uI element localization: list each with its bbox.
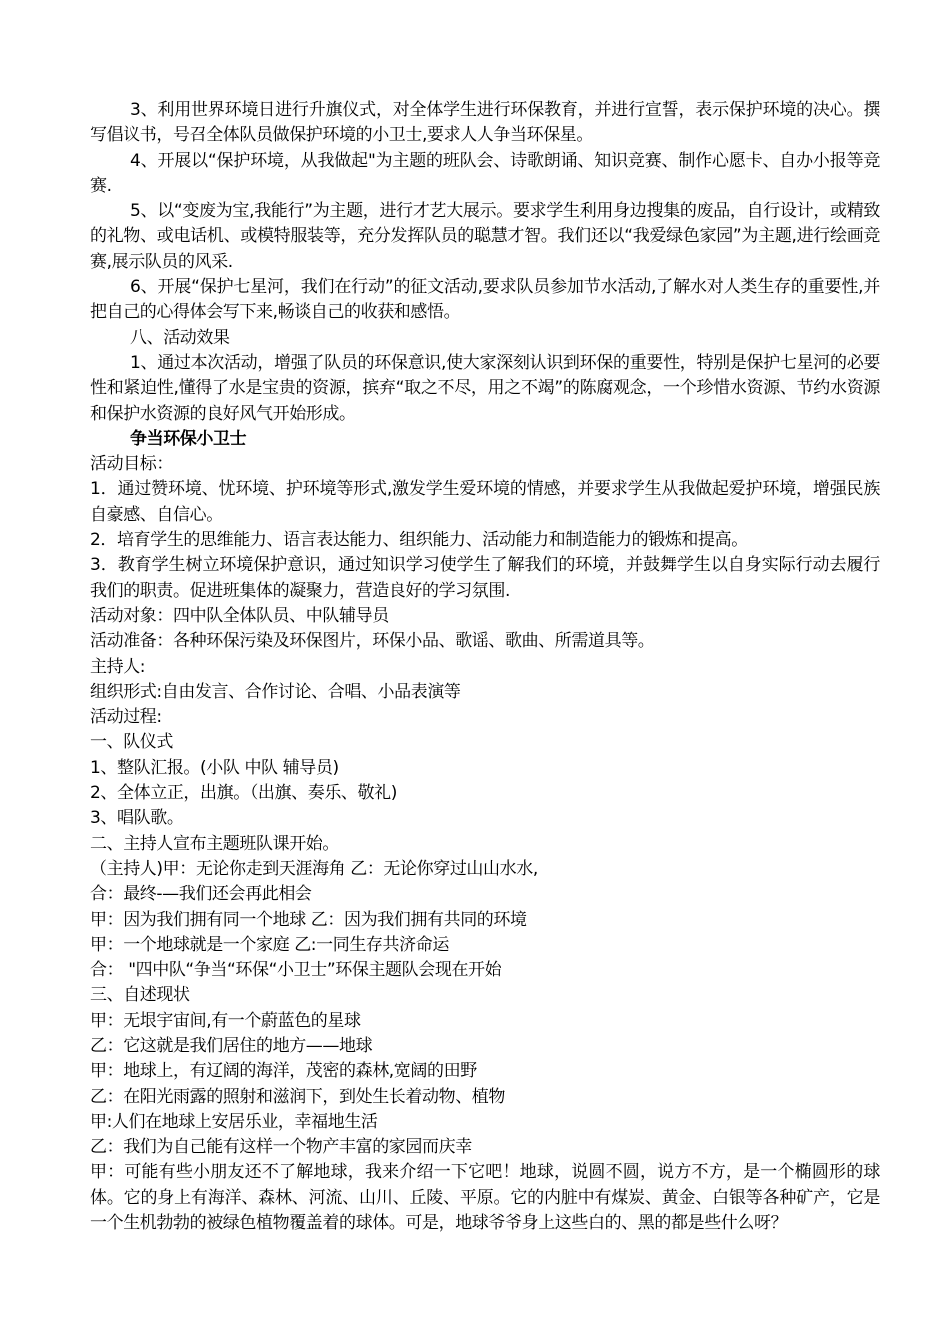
line-status-2: 乙：它这就是我们居住的地方——地球 [90,1035,373,1056]
line-goal-2: 2．培育学生的思维能力、语言表达能力、组织能力、活动能力和制造能力的锻炼和提高。 [90,530,748,551]
line-host: 主持人: [90,656,146,677]
line-dialogue-1: （主持人)甲：无论你走到天涯海角 乙：无论你穿过山山水水, [90,858,538,879]
line-dialogue-4: 甲：一个地球就是一个家庭 乙:一同生存共济命运 [90,934,449,955]
paragraph-item-3: 3、利用世界环境日进行升旗仪式，对全体学生进行环保教育，并进行宣誓，表示保护环境的决心。撰写倡议书，号召全体队员做保护环境的小卫士,要求人人争当环保星。 [90,100,880,146]
line-announce: 二、主持人宣布主题班队课开始。 [90,833,339,854]
line-preparation: 活动准备：各种环保污染及环保图片，环保小品、歌谣、歌曲、所需道具等。 [90,631,655,652]
line-goal-1: 1．通过赞环境、忧环境、护环境等形式,激发学生爱环境的情感，并要求学生从我做起爱护环境，增强民族自豪感、自信心。 [90,479,880,525]
line-status-3: 甲：地球上，有辽阔的海洋，茂密的森林,宽阔的田野 [90,1061,477,1082]
paragraph-item-6: 6、开展“保护七星河，我们在行动”的征文活动,要求队员参加节水活动,了解水对人类生存的重要性,并把自己的心得体会写下来,畅谈自己的收获和感悟。 [90,277,880,323]
paragraph-effect-1: 1、通过本次活动，增强了队员的环保意识,使大家深刻认识到环保的重要性，特别是保护七星河的必要性和紧迫性,懂得了水是宝贵的资源，摈弃“取之不尽，用之不竭”的陈腐观念，一个珍惜水资源、节约水资源和保护水资源的良好风气开始形成。 [90,352,880,424]
line-ceremony-3: 3、唱队歌。 [90,808,184,829]
line-status-7: 甲：可能有些小朋友还不了解地球，我来介绍一下它吧！地球，说圆不圆，说方不方，是一个椭圆形的球体。它的身上有海洋、森林、河流、山川、丘陵、平原。它的内脏中有煤炭、黄金、白银等各种矿产，它是一个生机勃勃的被绿色植物覆盖着的球体。可是，地球爷爷身上这些白的、黑的都是些什么呀？ [90,1162,880,1234]
paragraph-item-5: 5、以“变废为宝,我能行”为主题，进行才艺大展示。要求学生利用身边搜集的废品，自行设计，或精致的礼物、或电话机、或模特服装等，充分发挥队员的聪慧才智。我们还以“我爱绿色家园”为主题,进行绘画竞赛,展示队员的风采. [90,201,880,272]
line-status-5: 甲:人们在地球上安居乐业，幸福地生活 [90,1111,378,1132]
line-dialogue-5: 合： "四中队“争当“环保“小卫士”环保主题队会现在开始 [90,960,502,981]
line-ceremony-1: 1、整队汇报。(小队 中队 辅导员) [90,757,339,778]
line-status-6: 乙：我们为自己能有这样一个物产丰富的家园而庆幸 [90,1137,472,1158]
line-dialogue-3: 甲：因为我们拥有同一个地球 乙：因为我们拥有共同的环境 [90,909,527,930]
document-page [90,98,880,1236]
line-ceremony-2: 2、全体立正，出旗。（出旗、奏乐、敬礼) [90,783,397,804]
line-format: 组织形式:自由发言、合作讨论、合唱、小品表演等 [90,681,461,702]
line-target: 活动对象：四中队全体队员、中队辅导员 [90,605,389,626]
paragraph-item-4: 4、开展以“保护环境，从我做起"为主题的班队会、诗歌朗诵、知识竞赛、制作心愿卡、自办小报等竞赛. [90,150,880,196]
line-status-heading: 三、自述现状 [90,985,190,1006]
line-goal-label: 活动目标： [90,454,173,475]
line-status-4: 乙：在阳光雨露的照射和滋润下，到处生长着动物、植物 [90,1086,505,1107]
line-status-1: 甲：无垠宇宙间,有一个蔚蓝色的星球 [90,1010,361,1031]
line-dialogue-2: 合：最终-—我们还会再此相会 [90,884,312,905]
line-goal-3: 3．教育学生树立环境保护意识，通过知识学习使学生了解我们的环境，并鼓舞学生以自身实际行动去履行我们的职责。促进班集体的凝聚力，营造良好的学习氛围. [90,555,880,601]
line-process-label: 活动过程: [90,707,162,728]
document-title: 争当环保小卫士 [130,428,247,449]
line-ceremony: 一、队仪式 [90,732,173,753]
section-heading-activity-effect: 八、活动效果 [130,327,230,348]
